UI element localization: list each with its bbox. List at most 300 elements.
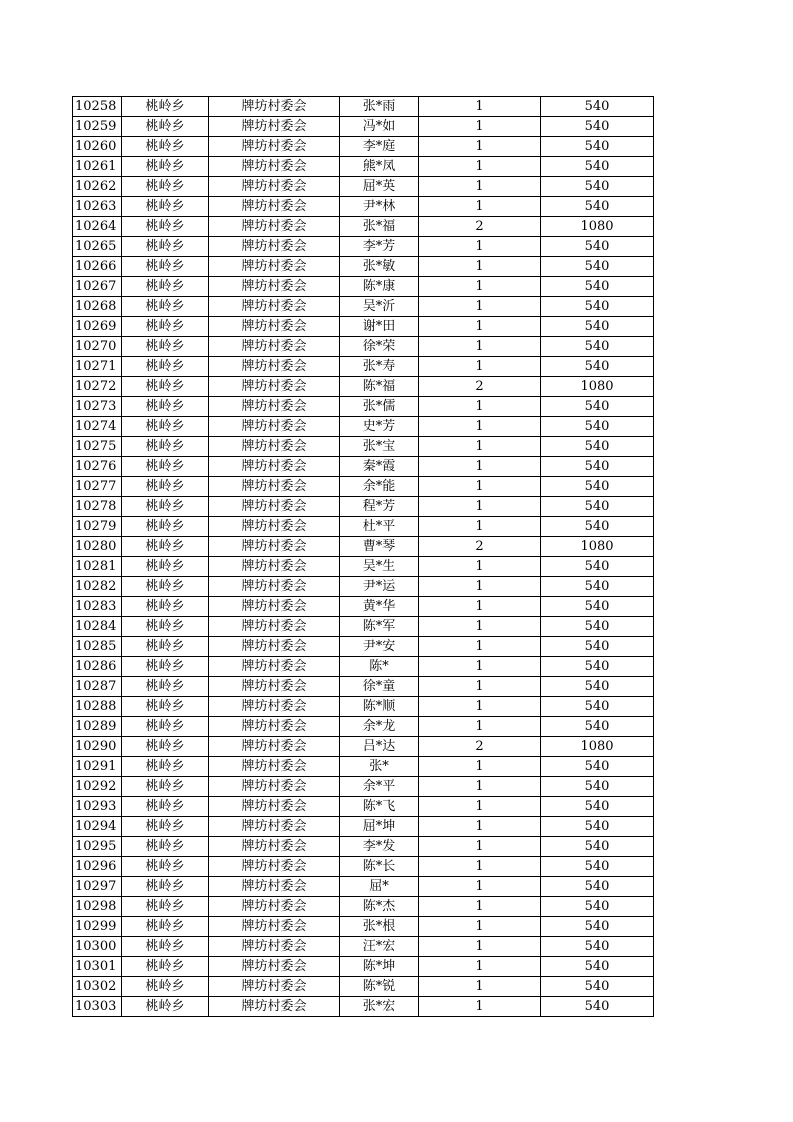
- count-cell: 1: [419, 157, 541, 177]
- amount-cell: 540: [541, 717, 654, 737]
- town-cell: 桃岭乡: [122, 917, 209, 937]
- table-row: [73, 777, 654, 797]
- count-cell: 1: [419, 417, 541, 437]
- village-cell: 牌坊村委会: [209, 157, 340, 177]
- table-row: [73, 197, 654, 217]
- village-cell: 牌坊村委会: [209, 177, 340, 197]
- name-cell: 熊*凤: [340, 157, 419, 177]
- village-cell: 牌坊村委会: [209, 757, 340, 777]
- amount-cell: 540: [541, 517, 654, 537]
- name-cell: 程*芳: [340, 497, 419, 517]
- town-cell: 桃岭乡: [122, 197, 209, 217]
- village-cell: 牌坊村委会: [209, 277, 340, 297]
- amount-cell: 540: [541, 957, 654, 977]
- table-row: [73, 277, 654, 297]
- count-cell: 1: [419, 297, 541, 317]
- count-cell: 2: [419, 377, 541, 397]
- village-cell: 牌坊村委会: [209, 617, 340, 637]
- record-id-cell: 10276: [73, 457, 122, 477]
- name-cell: 张*宏: [340, 997, 419, 1017]
- amount-cell: 1080: [541, 217, 654, 237]
- town-cell: 桃岭乡: [122, 557, 209, 577]
- record-id-cell: 10296: [73, 857, 122, 877]
- record-id-cell: 10291: [73, 757, 122, 777]
- count-cell: 1: [419, 317, 541, 337]
- name-cell: 张*雨: [340, 97, 419, 117]
- name-cell: 余*平: [340, 777, 419, 797]
- town-cell: 桃岭乡: [122, 697, 209, 717]
- village-cell: 牌坊村委会: [209, 317, 340, 337]
- table-row: [73, 497, 654, 517]
- record-id-cell: 10279: [73, 517, 122, 537]
- village-cell: 牌坊村委会: [209, 877, 340, 897]
- record-id-cell: 10261: [73, 157, 122, 177]
- count-cell: 1: [419, 177, 541, 197]
- town-cell: 桃岭乡: [122, 117, 209, 137]
- record-id-cell: 10278: [73, 497, 122, 517]
- table-row: [73, 97, 654, 117]
- village-cell: 牌坊村委会: [209, 937, 340, 957]
- village-cell: 牌坊村委会: [209, 377, 340, 397]
- name-cell: 尹*林: [340, 197, 419, 217]
- town-cell: 桃岭乡: [122, 837, 209, 857]
- town-cell: 桃岭乡: [122, 997, 209, 1017]
- record-id-cell: 10271: [73, 357, 122, 377]
- name-cell: 陈*坤: [340, 957, 419, 977]
- town-cell: 桃岭乡: [122, 417, 209, 437]
- town-cell: 桃岭乡: [122, 277, 209, 297]
- record-id-cell: 10258: [73, 97, 122, 117]
- record-id-cell: 10267: [73, 277, 122, 297]
- count-cell: 1: [419, 457, 541, 477]
- count-cell: 1: [419, 197, 541, 217]
- village-cell: 牌坊村委会: [209, 237, 340, 257]
- village-cell: 牌坊村委会: [209, 957, 340, 977]
- village-cell: 牌坊村委会: [209, 197, 340, 217]
- record-id-cell: 10284: [73, 617, 122, 637]
- village-cell: 牌坊村委会: [209, 357, 340, 377]
- village-cell: 牌坊村委会: [209, 817, 340, 837]
- village-cell: 牌坊村委会: [209, 437, 340, 457]
- count-cell: 1: [419, 237, 541, 257]
- table-row: [73, 297, 654, 317]
- table-row: [73, 857, 654, 877]
- count-cell: 1: [419, 697, 541, 717]
- town-cell: 桃岭乡: [122, 897, 209, 917]
- town-cell: 桃岭乡: [122, 677, 209, 697]
- name-cell: 曹*琴: [340, 537, 419, 557]
- record-id-cell: 10303: [73, 997, 122, 1017]
- name-cell: 李*发: [340, 837, 419, 857]
- village-cell: 牌坊村委会: [209, 517, 340, 537]
- amount-cell: 540: [541, 917, 654, 937]
- record-id-cell: 10299: [73, 917, 122, 937]
- record-id-cell: 10281: [73, 557, 122, 577]
- record-id-cell: 10268: [73, 297, 122, 317]
- village-cell: 牌坊村委会: [209, 797, 340, 817]
- name-cell: 陈*康: [340, 277, 419, 297]
- table-row: [73, 577, 654, 597]
- record-id-cell: 10264: [73, 217, 122, 237]
- record-id-cell: 10266: [73, 257, 122, 277]
- village-cell: 牌坊村委会: [209, 977, 340, 997]
- name-cell: 吕*达: [340, 737, 419, 757]
- village-cell: 牌坊村委会: [209, 417, 340, 437]
- name-cell: 陈*飞: [340, 797, 419, 817]
- record-id-cell: 10286: [73, 657, 122, 677]
- table-row: [73, 217, 654, 237]
- name-cell: 屈*坤: [340, 817, 419, 837]
- count-cell: 1: [419, 617, 541, 637]
- table-row: [73, 717, 654, 737]
- name-cell: 陈*锐: [340, 977, 419, 997]
- amount-cell: 540: [541, 697, 654, 717]
- amount-cell: 540: [541, 937, 654, 957]
- count-cell: 1: [419, 957, 541, 977]
- amount-cell: 540: [541, 857, 654, 877]
- table-row: [73, 837, 654, 857]
- count-cell: 1: [419, 97, 541, 117]
- count-cell: 1: [419, 857, 541, 877]
- count-cell: 1: [419, 337, 541, 357]
- village-cell: 牌坊村委会: [209, 117, 340, 137]
- village-cell: 牌坊村委会: [209, 497, 340, 517]
- name-cell: 陈*杰: [340, 897, 419, 917]
- table-row: [73, 997, 654, 1017]
- town-cell: 桃岭乡: [122, 637, 209, 657]
- town-cell: 桃岭乡: [122, 877, 209, 897]
- town-cell: 桃岭乡: [122, 137, 209, 157]
- record-id-cell: 10298: [73, 897, 122, 917]
- count-cell: 1: [419, 397, 541, 417]
- table-body: [73, 97, 654, 1017]
- record-id-cell: 10283: [73, 597, 122, 617]
- table-row: [73, 737, 654, 757]
- town-cell: 桃岭乡: [122, 437, 209, 457]
- town-cell: 桃岭乡: [122, 477, 209, 497]
- town-cell: 桃岭乡: [122, 317, 209, 337]
- table-row: [73, 177, 654, 197]
- town-cell: 桃岭乡: [122, 957, 209, 977]
- name-cell: 秦*霞: [340, 457, 419, 477]
- town-cell: 桃岭乡: [122, 97, 209, 117]
- count-cell: 1: [419, 637, 541, 657]
- town-cell: 桃岭乡: [122, 377, 209, 397]
- village-cell: 牌坊村委会: [209, 397, 340, 417]
- town-cell: 桃岭乡: [122, 177, 209, 197]
- name-cell: 李*庭: [340, 137, 419, 157]
- village-cell: 牌坊村委会: [209, 697, 340, 717]
- town-cell: 桃岭乡: [122, 577, 209, 597]
- count-cell: 2: [419, 537, 541, 557]
- town-cell: 桃岭乡: [122, 157, 209, 177]
- town-cell: 桃岭乡: [122, 937, 209, 957]
- town-cell: 桃岭乡: [122, 657, 209, 677]
- count-cell: 1: [419, 817, 541, 837]
- count-cell: 1: [419, 257, 541, 277]
- record-id-cell: 10275: [73, 437, 122, 457]
- town-cell: 桃岭乡: [122, 337, 209, 357]
- table-row: [73, 697, 654, 717]
- village-cell: 牌坊村委会: [209, 777, 340, 797]
- record-id-cell: 10269: [73, 317, 122, 337]
- table-row: [73, 897, 654, 917]
- count-cell: 1: [419, 137, 541, 157]
- town-cell: 桃岭乡: [122, 617, 209, 637]
- name-cell: 张*福: [340, 217, 419, 237]
- record-id-cell: 10300: [73, 937, 122, 957]
- village-cell: 牌坊村委会: [209, 677, 340, 697]
- name-cell: 尹*运: [340, 577, 419, 597]
- amount-cell: 540: [541, 277, 654, 297]
- town-cell: 桃岭乡: [122, 757, 209, 777]
- name-cell: 杜*平: [340, 517, 419, 537]
- name-cell: 屈*英: [340, 177, 419, 197]
- record-id-cell: 10273: [73, 397, 122, 417]
- amount-cell: 540: [541, 297, 654, 317]
- count-cell: 1: [419, 557, 541, 577]
- record-id-cell: 10260: [73, 137, 122, 157]
- count-cell: 1: [419, 797, 541, 817]
- record-id-cell: 10274: [73, 417, 122, 437]
- record-id-cell: 10288: [73, 697, 122, 717]
- count-cell: 1: [419, 757, 541, 777]
- amount-cell: 540: [541, 497, 654, 517]
- record-id-cell: 10282: [73, 577, 122, 597]
- table-row: [73, 977, 654, 997]
- name-cell: 冯*如: [340, 117, 419, 137]
- table-row: [73, 917, 654, 937]
- town-cell: 桃岭乡: [122, 977, 209, 997]
- table-row: [73, 337, 654, 357]
- village-cell: 牌坊村委会: [209, 457, 340, 477]
- name-cell: 余*能: [340, 477, 419, 497]
- amount-cell: 540: [541, 257, 654, 277]
- village-cell: 牌坊村委会: [209, 657, 340, 677]
- count-cell: 1: [419, 117, 541, 137]
- record-id-cell: 10259: [73, 117, 122, 137]
- count-cell: 1: [419, 837, 541, 857]
- table-row: [73, 617, 654, 637]
- count-cell: 1: [419, 677, 541, 697]
- table-row: [73, 557, 654, 577]
- amount-cell: 540: [541, 457, 654, 477]
- table-row: [73, 937, 654, 957]
- name-cell: 张*: [340, 757, 419, 777]
- name-cell: 吴*沂: [340, 297, 419, 317]
- table-row: [73, 877, 654, 897]
- name-cell: 陈*长: [340, 857, 419, 877]
- village-cell: 牌坊村委会: [209, 897, 340, 917]
- record-id-cell: 10263: [73, 197, 122, 217]
- village-cell: 牌坊村委会: [209, 857, 340, 877]
- village-cell: 牌坊村委会: [209, 717, 340, 737]
- amount-cell: 540: [541, 817, 654, 837]
- name-cell: 陈*顺: [340, 697, 419, 717]
- town-cell: 桃岭乡: [122, 817, 209, 837]
- town-cell: 桃岭乡: [122, 397, 209, 417]
- name-cell: 谢*田: [340, 317, 419, 337]
- count-cell: 1: [419, 597, 541, 617]
- record-id-cell: 10302: [73, 977, 122, 997]
- table-row: [73, 397, 654, 417]
- amount-cell: 540: [541, 157, 654, 177]
- table-row: [73, 377, 654, 397]
- count-cell: 1: [419, 577, 541, 597]
- table-row: [73, 237, 654, 257]
- count-cell: 1: [419, 937, 541, 957]
- count-cell: 1: [419, 497, 541, 517]
- amount-cell: 540: [541, 477, 654, 497]
- record-id-cell: 10280: [73, 537, 122, 557]
- record-id-cell: 10292: [73, 777, 122, 797]
- name-cell: 李*芳: [340, 237, 419, 257]
- data-table: [72, 96, 654, 1017]
- name-cell: 张*寿: [340, 357, 419, 377]
- village-cell: 牌坊村委会: [209, 637, 340, 657]
- village-cell: 牌坊村委会: [209, 477, 340, 497]
- amount-cell: 540: [541, 757, 654, 777]
- amount-cell: 540: [541, 117, 654, 137]
- village-cell: 牌坊村委会: [209, 597, 340, 617]
- count-cell: 1: [419, 517, 541, 537]
- amount-cell: 540: [541, 97, 654, 117]
- amount-cell: 540: [541, 637, 654, 657]
- record-id-cell: 10262: [73, 177, 122, 197]
- amount-cell: 540: [541, 877, 654, 897]
- table-row: [73, 637, 654, 657]
- count-cell: 1: [419, 877, 541, 897]
- amount-cell: 1080: [541, 737, 654, 757]
- name-cell: 陈*福: [340, 377, 419, 397]
- name-cell: 张*儒: [340, 397, 419, 417]
- record-id-cell: 10265: [73, 237, 122, 257]
- record-id-cell: 10270: [73, 337, 122, 357]
- record-id-cell: 10287: [73, 677, 122, 697]
- town-cell: 桃岭乡: [122, 537, 209, 557]
- record-id-cell: 10289: [73, 717, 122, 737]
- count-cell: 1: [419, 777, 541, 797]
- table-row: [73, 597, 654, 617]
- town-cell: 桃岭乡: [122, 297, 209, 317]
- name-cell: 陈*军: [340, 617, 419, 637]
- name-cell: 张*根: [340, 917, 419, 937]
- count-cell: 2: [419, 217, 541, 237]
- table-row: [73, 477, 654, 497]
- town-cell: 桃岭乡: [122, 457, 209, 477]
- amount-cell: 540: [541, 397, 654, 417]
- count-cell: 1: [419, 977, 541, 997]
- table-row: [73, 137, 654, 157]
- count-cell: 1: [419, 997, 541, 1017]
- table-row: [73, 517, 654, 537]
- village-cell: 牌坊村委会: [209, 917, 340, 937]
- table-row: [73, 357, 654, 377]
- amount-cell: 540: [541, 177, 654, 197]
- amount-cell: 540: [541, 797, 654, 817]
- amount-cell: 540: [541, 657, 654, 677]
- record-id-cell: 10301: [73, 957, 122, 977]
- village-cell: 牌坊村委会: [209, 537, 340, 557]
- amount-cell: 540: [541, 617, 654, 637]
- village-cell: 牌坊村委会: [209, 837, 340, 857]
- amount-cell: 1080: [541, 377, 654, 397]
- table-row: [73, 677, 654, 697]
- table-row: [73, 157, 654, 177]
- table-row: [73, 657, 654, 677]
- amount-cell: 540: [541, 777, 654, 797]
- village-cell: 牌坊村委会: [209, 557, 340, 577]
- town-cell: 桃岭乡: [122, 357, 209, 377]
- name-cell: 余*龙: [340, 717, 419, 737]
- town-cell: 桃岭乡: [122, 797, 209, 817]
- table-row: [73, 257, 654, 277]
- record-id-cell: 10295: [73, 837, 122, 857]
- name-cell: 张*敏: [340, 257, 419, 277]
- table-row: [73, 797, 654, 817]
- town-cell: 桃岭乡: [122, 237, 209, 257]
- count-cell: 1: [419, 277, 541, 297]
- name-cell: 史*芳: [340, 417, 419, 437]
- table-row: [73, 757, 654, 777]
- name-cell: 屈*: [340, 877, 419, 897]
- count-cell: 1: [419, 917, 541, 937]
- count-cell: 1: [419, 897, 541, 917]
- name-cell: 陈*: [340, 657, 419, 677]
- table-row: [73, 817, 654, 837]
- name-cell: 张*宝: [340, 437, 419, 457]
- amount-cell: 540: [541, 837, 654, 857]
- count-cell: 1: [419, 357, 541, 377]
- table-row: [73, 417, 654, 437]
- table-row: [73, 117, 654, 137]
- record-id-cell: 10277: [73, 477, 122, 497]
- amount-cell: 540: [541, 317, 654, 337]
- amount-cell: 1080: [541, 537, 654, 557]
- town-cell: 桃岭乡: [122, 777, 209, 797]
- amount-cell: 540: [541, 337, 654, 357]
- town-cell: 桃岭乡: [122, 717, 209, 737]
- table-row: [73, 437, 654, 457]
- town-cell: 桃岭乡: [122, 257, 209, 277]
- amount-cell: 540: [541, 577, 654, 597]
- record-id-cell: 10272: [73, 377, 122, 397]
- count-cell: 1: [419, 437, 541, 457]
- amount-cell: 540: [541, 197, 654, 217]
- table-row: [73, 957, 654, 977]
- count-cell: 1: [419, 657, 541, 677]
- village-cell: 牌坊村委会: [209, 337, 340, 357]
- village-cell: 牌坊村委会: [209, 737, 340, 757]
- amount-cell: 540: [541, 137, 654, 157]
- name-cell: 吴*生: [340, 557, 419, 577]
- name-cell: 尹*安: [340, 637, 419, 657]
- village-cell: 牌坊村委会: [209, 577, 340, 597]
- amount-cell: 540: [541, 437, 654, 457]
- village-cell: 牌坊村委会: [209, 97, 340, 117]
- village-cell: 牌坊村委会: [209, 257, 340, 277]
- table-row: [73, 457, 654, 477]
- amount-cell: 540: [541, 897, 654, 917]
- amount-cell: 540: [541, 417, 654, 437]
- amount-cell: 540: [541, 357, 654, 377]
- name-cell: 徐*童: [340, 677, 419, 697]
- town-cell: 桃岭乡: [122, 497, 209, 517]
- record-id-cell: 10297: [73, 877, 122, 897]
- town-cell: 桃岭乡: [122, 597, 209, 617]
- village-cell: 牌坊村委会: [209, 137, 340, 157]
- record-id-cell: 10293: [73, 797, 122, 817]
